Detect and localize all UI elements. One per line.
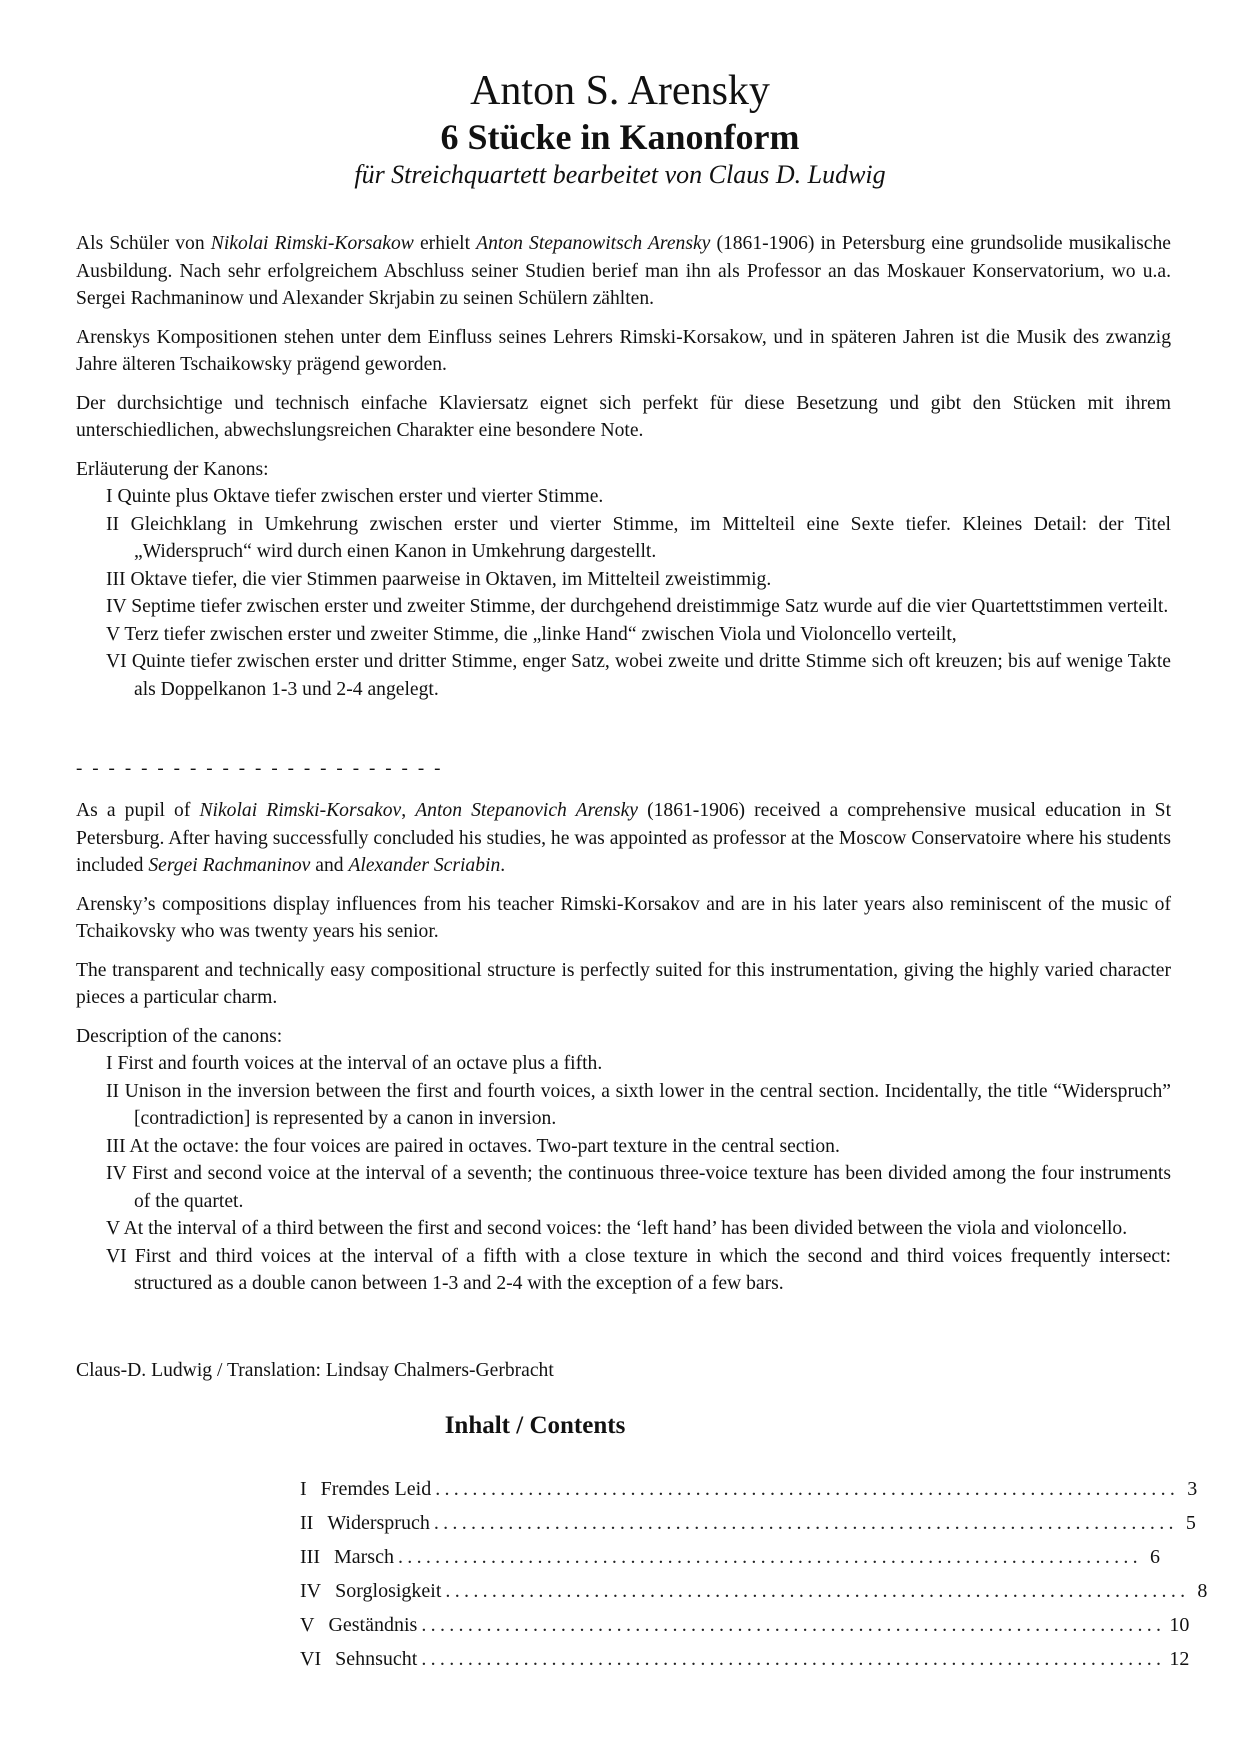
canon-number: VI	[106, 1245, 127, 1267]
toc-title: Fremdes Leid	[320, 1478, 432, 1500]
contents-title: Inhalt / Contents	[444, 1412, 626, 1439]
text-run: and	[310, 855, 349, 876]
canon-item	[76, 621, 1171, 649]
toc-entry	[300, 1506, 1196, 1540]
document-header	[0, 66, 1240, 192]
toc-leader-dots: ................................................................................	[421, 1614, 1166, 1636]
english-canons-heading: Description of the canons:	[76, 1025, 283, 1047]
text-run: Als Schüler von	[76, 233, 211, 254]
canon-item	[76, 483, 1171, 511]
canon-number: III	[106, 1135, 126, 1157]
canon-text: Terz tiefer zwischen erster und zweiter Stimme, die „linke Hand“ zwischen Viola und Violoncello verteilt,	[124, 623, 957, 645]
toc-number: III	[300, 1546, 320, 1568]
german-canons-list	[76, 483, 1171, 703]
toc-leader-dots: ................................................................................	[421, 1648, 1166, 1670]
canon-text: First and second voice at the interval of a seventh; the continuous three-voice texture has been divided among the four instruments of the quartet.	[132, 1163, 1171, 1212]
canon-item	[76, 1243, 1171, 1298]
toc-entry	[300, 1472, 1198, 1506]
toc-number: IV	[300, 1580, 322, 1602]
canon-number: IV	[106, 1163, 127, 1184]
toc-leader-dots: ................................................................................	[397, 1546, 1142, 1568]
canon-text: Septime tiefer zwischen erster und zweiter Stimme, der durchgehend dreistimmige Satz wurde auf die vier Quartettstimmen verteilt.	[131, 596, 1169, 617]
text-run: .	[500, 855, 506, 876]
toc-title: Marsch	[333, 1546, 394, 1568]
english-paragraph-1	[76, 797, 1171, 880]
canon-number: II	[106, 1080, 120, 1102]
toc-page-number: 10	[1169, 1614, 1190, 1636]
toc-leader-dots: ................................................................................	[433, 1512, 1178, 1534]
toc-entry	[300, 1574, 1208, 1608]
teacher-name: Nikolai Rimski-Korsakov	[199, 800, 402, 821]
canon-item	[76, 1078, 1171, 1133]
english-paragraph-3: The transparent and technically easy compositional structure is perfectly suited for this instrumentation, giving the highly varied character pieces a particular charm.	[76, 959, 1171, 1008]
canon-text: At the octave: the four voices are paired in octaves. Two-part texture in the central section.	[129, 1135, 840, 1157]
student-name: Sergei Rachmaninov	[148, 855, 311, 876]
toc-title: Geständnis	[328, 1614, 418, 1636]
canon-item	[76, 511, 1171, 566]
canon-item	[76, 1050, 1171, 1078]
teacher-name: Nikolai Rimski-Korsakow	[210, 233, 414, 254]
author-signature-line: Claus-D. Ludwig / Translation: Lindsay Chalmers-Gerbracht	[76, 1360, 554, 1381]
toc-title: Widerspruch	[327, 1512, 430, 1534]
canon-number: I	[106, 486, 113, 507]
toc-title: Sehnsucht	[335, 1648, 418, 1670]
canon-number: VI	[106, 651, 127, 672]
canon-number: IV	[106, 596, 127, 617]
toc-title: Sorglosigkeit	[335, 1580, 442, 1602]
toc-page-number: 3	[1187, 1478, 1198, 1500]
text-run: erhielt	[413, 233, 477, 254]
toc-page-number: 8	[1197, 1580, 1208, 1602]
canon-text: Gleichklang in Umkehrung zwischen erster und vierter Stimme, im Mittelteil eine Sexte tiefer. Kleines Detail: der Titel „Widerspruch“ wird durch einen Kanon in Umkehrung dargestellt.	[130, 513, 1171, 562]
toc-number: VI	[300, 1648, 322, 1670]
canon-number: III	[106, 568, 126, 590]
text-run: (1861-1906) in Petersburg eine grundsolide musikalische Ausbildung. Nach sehr erfolgreichem Abschluss seiner Studien berief man ihn als Professor an das Moskauer Konservatorium, wo u.a. Sergei Rachmaninow und Alexander Skrjabin zu seinen Schülern zählten.	[76, 233, 1172, 309]
canon-item	[76, 566, 1171, 594]
toc-page-number: 5	[1185, 1512, 1196, 1534]
student-name: Alexander Scriabin	[348, 855, 501, 876]
german-paragraph-2: Arenskys Kompositionen stehen unter dem Einfluss seines Lehrers Rimski-Korsakow, und in späteren Jahren ist die Musik des zwanzig Jahre älteren Tschaikowsky prägend geworden.	[76, 326, 1171, 375]
canon-text: Quinte plus Oktave tiefer zwischen erster und vierter Stimme.	[117, 486, 604, 507]
canon-text: First and third voices at the interval of a fifth with a close texture in which the second and third voices frequently intersect: structured as a double canon between 1-3 and 2-4 with the exception of a few bars.	[134, 1245, 1171, 1294]
toc-page-number: 6	[1149, 1546, 1160, 1568]
table-of-contents	[300, 1472, 1208, 1676]
text-run: As a pupil of	[76, 800, 200, 821]
canon-item	[76, 648, 1171, 703]
toc-entry	[300, 1642, 1190, 1676]
canon-text: Oktave tiefer, die vier Stimmen paarweise in Oktaven, im Mittelteil zweistimmig.	[130, 568, 772, 590]
german-section	[76, 230, 1171, 703]
german-canons-heading: Erläuterung der Kanons:	[76, 458, 269, 480]
composer-name: Anton S. Arensky	[470, 68, 770, 114]
canon-number: I	[106, 1053, 113, 1074]
text-run: (1861-1906) received a comprehensive musical education in St Petersburg. After having successfully concluded his studies, he was appointed as professor at the Moscow Conservatoire where his students included	[76, 800, 1172, 876]
canon-item	[76, 1133, 1171, 1161]
english-canons-list	[76, 1050, 1171, 1298]
canon-text: Quinte tiefer zwischen erster und dritter Stimme, enger Satz, wobei zweite und dritte Stimme sich oft kreuzen; bis auf wenige Takte als Doppelkanon 1-3 und 2-4 angelegt.	[131, 651, 1171, 700]
canon-item	[76, 1215, 1171, 1243]
canon-item	[76, 1160, 1171, 1215]
canon-text: At the interval of a third between the first and second voices: the ‘left hand’ has been divided between the viola and violoncello.	[123, 1218, 1128, 1239]
toc-number: I	[300, 1478, 307, 1500]
canon-item	[76, 593, 1171, 621]
toc-number: V	[300, 1614, 315, 1636]
toc-leader-dots: ................................................................................	[445, 1580, 1190, 1602]
composer-full-name: Anton Stepanowitsch Arensky	[476, 233, 711, 254]
canon-number: V	[106, 1218, 120, 1239]
german-paragraph-1	[76, 230, 1171, 313]
section-divider: - - - - - - - - - - - - - - - - - - - - - - -	[76, 758, 444, 779]
toc-number: II	[300, 1512, 314, 1534]
toc-leader-dots: ................................................................................	[435, 1478, 1180, 1500]
english-paragraph-2: Arensky’s compositions display influences from his teacher Rimski-Korsakov and are in his later years also reminiscent of the music of Tchaikovsky who was twenty years his senior.	[76, 893, 1171, 942]
toc-entry	[300, 1608, 1190, 1642]
toc-page-number: 12	[1169, 1648, 1190, 1670]
german-paragraph-3: Der durchsichtige und technisch einfache Klaviersatz eignet sich perfekt für diese Besetzung und gibt den Stücken mit ihrem unterschiedlichen, abwechslungsreichen Charakter eine besondere Note.	[76, 392, 1171, 441]
work-title: 6 Stücke in Kanonform	[440, 117, 800, 157]
canon-number: II	[106, 513, 120, 535]
english-section	[76, 797, 1171, 1298]
canon-text: Unison in the inversion between the first and fourth voices, a sixth lower in the central section. Incidentally, the title “Widerspruch” [contradiction] is represented by a canon in inversion.	[124, 1080, 1171, 1129]
canon-number: V	[106, 623, 120, 645]
composer-full-name: Anton Stepanovich Arensky	[415, 800, 638, 821]
text-run: ,	[401, 800, 416, 821]
work-subtitle: für Streichquartett bearbeitet von Claus D. Ludwig	[354, 160, 886, 189]
canon-text: First and fourth voices at the interval of an octave plus a fifth.	[117, 1053, 603, 1074]
toc-entry	[300, 1540, 1160, 1574]
